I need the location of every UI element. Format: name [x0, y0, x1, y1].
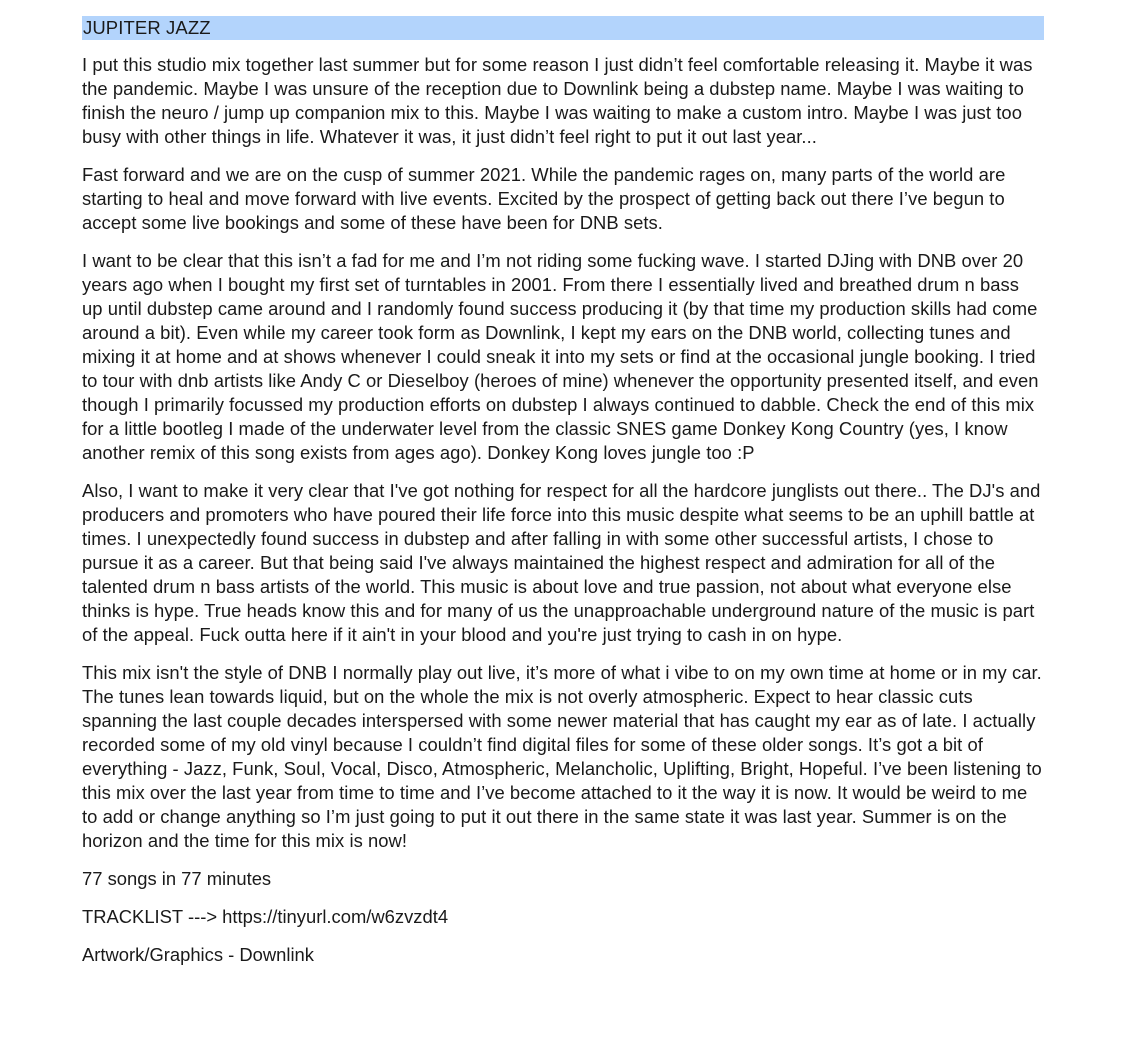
tracklist-link[interactable]: TRACKLIST ---> https://tinyurl.com/w6zvzdt4: [82, 906, 449, 927]
paragraph-summer-2021: Fast forward and we are on the cusp of summer 2021. While the pandemic rages on, many parts of the world are starting to heal and move forward with live events. Excited by the prospect of getting back out there I’ve begun to accept some live bookings and some of these have been for DNB sets.: [82, 164, 1006, 233]
paragraph-dnb-history: I want to be clear that this isn’t a fad for me and I’m not riding some fucking wave. I started DJing with DNB over 20 years ago when I bought my first set of turntables in 2001. From there I essentially lived and breathed drum n bass up until dubstep came around and I randomly found success producing it (by that time my production skills had come around a bit). Even while my career took form as Downlink, I kept my ears on the DNB world, collecting tunes and mixing it at home and at shows whenever I could sneak it into my sets or find at the occasional jungle booking. I tried to tour with dnb artists like Andy C or Dieselboy (heroes of mine) whenever the opportunity presented itself, and even though I primarily focussed my production efforts on dubstep I always continued to dabble. Check the end of this mix for a little bootleg I made of the underwater level from the classic SNES game Donkey Kong Country (yes, I know another remix of this song exists from ages ago). Donkey Kong loves jungle too :P: [82, 250, 1039, 463]
paragraph-respect: Also, I want to make it very clear that I've got nothing for respect for all the hardcore junglists out there.. The DJ's and producers and promoters who have poured their life force into this music despite what seems to be an uphill battle at times. I unexpectedly found success in dubstep and after falling in with some other successful artists, I chose to pursue it as a career. But that being said I've always maintained the highest respect and admiration for all of the talented drum n bass artists of the world. This music is about love and true passion, not about what everyone else thinks is hype. True heads know this and for many of us the unapproachable underground nature of the music is part of the appeal. Fuck outta here if it ain't in your blood and you're just trying to cash in on hype.: [82, 480, 1041, 645]
paragraph-intro: I put this studio mix together last summer but for some reason I just didn’t feel comfortable releasing it. Maybe it was the pandemic. Maybe I was unsure of the reception due to Downlink being a dubstep name. Maybe I was waiting to finish the neuro / jump up companion mix to this. Maybe I was waiting to make a custom intro. Maybe I was just too busy with other things in life. Whatever it was, it just didn’t feel right to put it out last year...: [82, 54, 1033, 147]
document-title[interactable]: JUPITER JAZZ: [82, 16, 1044, 40]
paragraph-mix-style: This mix isn't the style of DNB I normally play out live, it’s more of what i vibe to on my own time at home or in my car. The tunes lean towards liquid, but on the whole the mix is not overly atmospheric. Expect to hear classic cuts spanning the last couple decades interspersed with some newer material that has caught my ear as of late. I actually recorded some of my old vinyl because I couldn’t find digital files for some of these older songs. It’s got a bit of everything - Jazz, Funk, Soul, Vocal, Disco, Atmospheric, Melancholic, Uplifting, Bright, Hopeful. I’ve been listening to this mix over the last year from time to time and I’ve become attached to it the way it is now. It would be weird to me to add or change anything so I’m just going to put it out there in the same state it was last year. Summer is on the horizon and the time for this mix is now!: [82, 662, 1042, 851]
song-count: 77 songs in 77 minutes: [82, 868, 272, 889]
document-body: [82, 16, 1044, 981]
credits-line: Artwork/Graphics - Downlink: [82, 944, 314, 965]
